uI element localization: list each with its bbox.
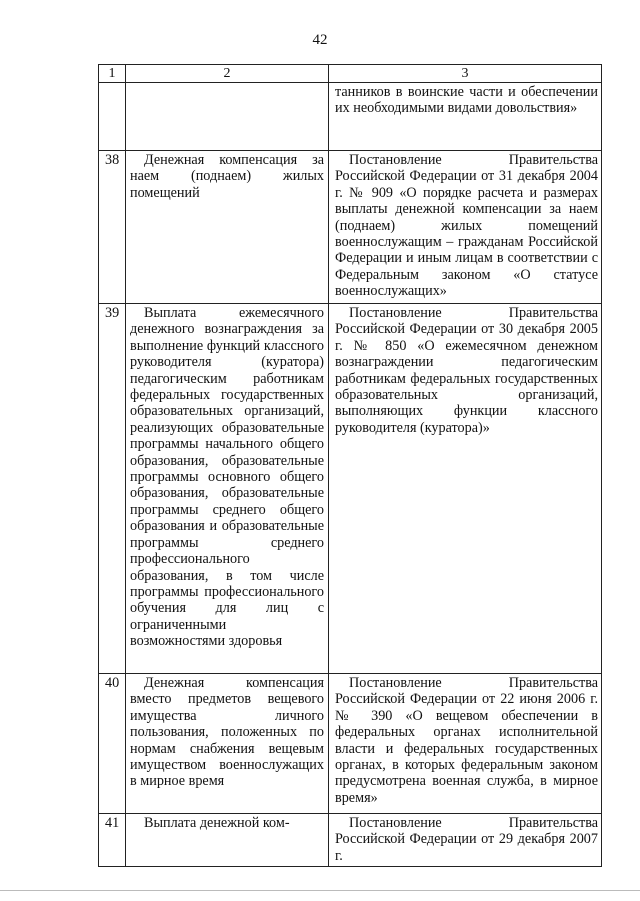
row-description xyxy=(126,83,329,151)
table-row-41 xyxy=(99,814,602,867)
row-description: Денежная компенсация вместо предметов вещевого имущества личного пользования, положенных по нормам снабжения вещевым имуществом военнослужащих в мирное время xyxy=(126,674,329,814)
column-header-1: 1 xyxy=(99,65,126,83)
column-header-3: 3 xyxy=(329,65,602,83)
row-number: 41 xyxy=(99,814,126,867)
row-legal-reference: Постановление Правительства Российской Федерации от 29 декабря 2007 г. xyxy=(329,814,602,867)
row-legal-reference: танников в воинские части и обеспечении их необходимыми видами довольствия» xyxy=(329,83,602,151)
row-description: Денежная компенсация за наем (поднаем) жилых помещений xyxy=(126,151,329,304)
page-number: 42 xyxy=(312,32,328,48)
row-description: Выплата денежной ком- xyxy=(126,814,329,867)
benefits-table xyxy=(98,64,602,867)
row-number: 39 xyxy=(99,304,126,674)
table-row-40 xyxy=(99,674,602,814)
page-bottom-edge xyxy=(0,890,640,891)
table-row-38 xyxy=(99,151,602,304)
row-number: 38 xyxy=(99,151,126,304)
row-description: Выплата ежемесячного денежного вознаграждения за выполнение функций классного руководителя (куратора) педагогическим работникам федеральных государственных образовательных организаций, реализующих образовательные программы начального общего образования, образовательные программы основного общего образования, образовательные программы среднего общего образования и образовательные программы среднего профессионального образования, в том числе программы профессионального обучения для лиц с ограниченными возможностями здоровья xyxy=(126,304,329,674)
row-legal-reference: Постановление Правительства Российской Федерации от 30 декабря 2005 г. № 850 «О ежемесячном денежном вознаграждении педагогическим работникам федеральных государственных образовательных организаций, выполняющих функции классного руководителя (куратора)» xyxy=(329,304,602,674)
table-header-row xyxy=(99,65,602,83)
column-header-2: 2 xyxy=(126,65,329,83)
table-row-continuation xyxy=(99,83,602,151)
row-legal-reference: Постановление Правительства Российской Федерации от 22 июня 2006 г. № 390 «О вещевом обеспечении в федеральных органах исполнительной власти и федеральных государственных органах, в которых федеральным законом предусмотрена военная служба, в мирное время» xyxy=(329,674,602,814)
row-number xyxy=(99,83,126,151)
row-number: 40 xyxy=(99,674,126,814)
table-row-39 xyxy=(99,304,602,674)
row-legal-reference: Постановление Правительства Российской Федерации от 31 декабря 2004 г. № 909 «О порядке расчета и размерах выплаты денежной компенсации за наем (поднаем) жилых помещений военнослужащим – гражданам Российской Федерации и иным лицам в соответствии с Федеральным законом «О статусе военнослужащих» xyxy=(329,151,602,304)
